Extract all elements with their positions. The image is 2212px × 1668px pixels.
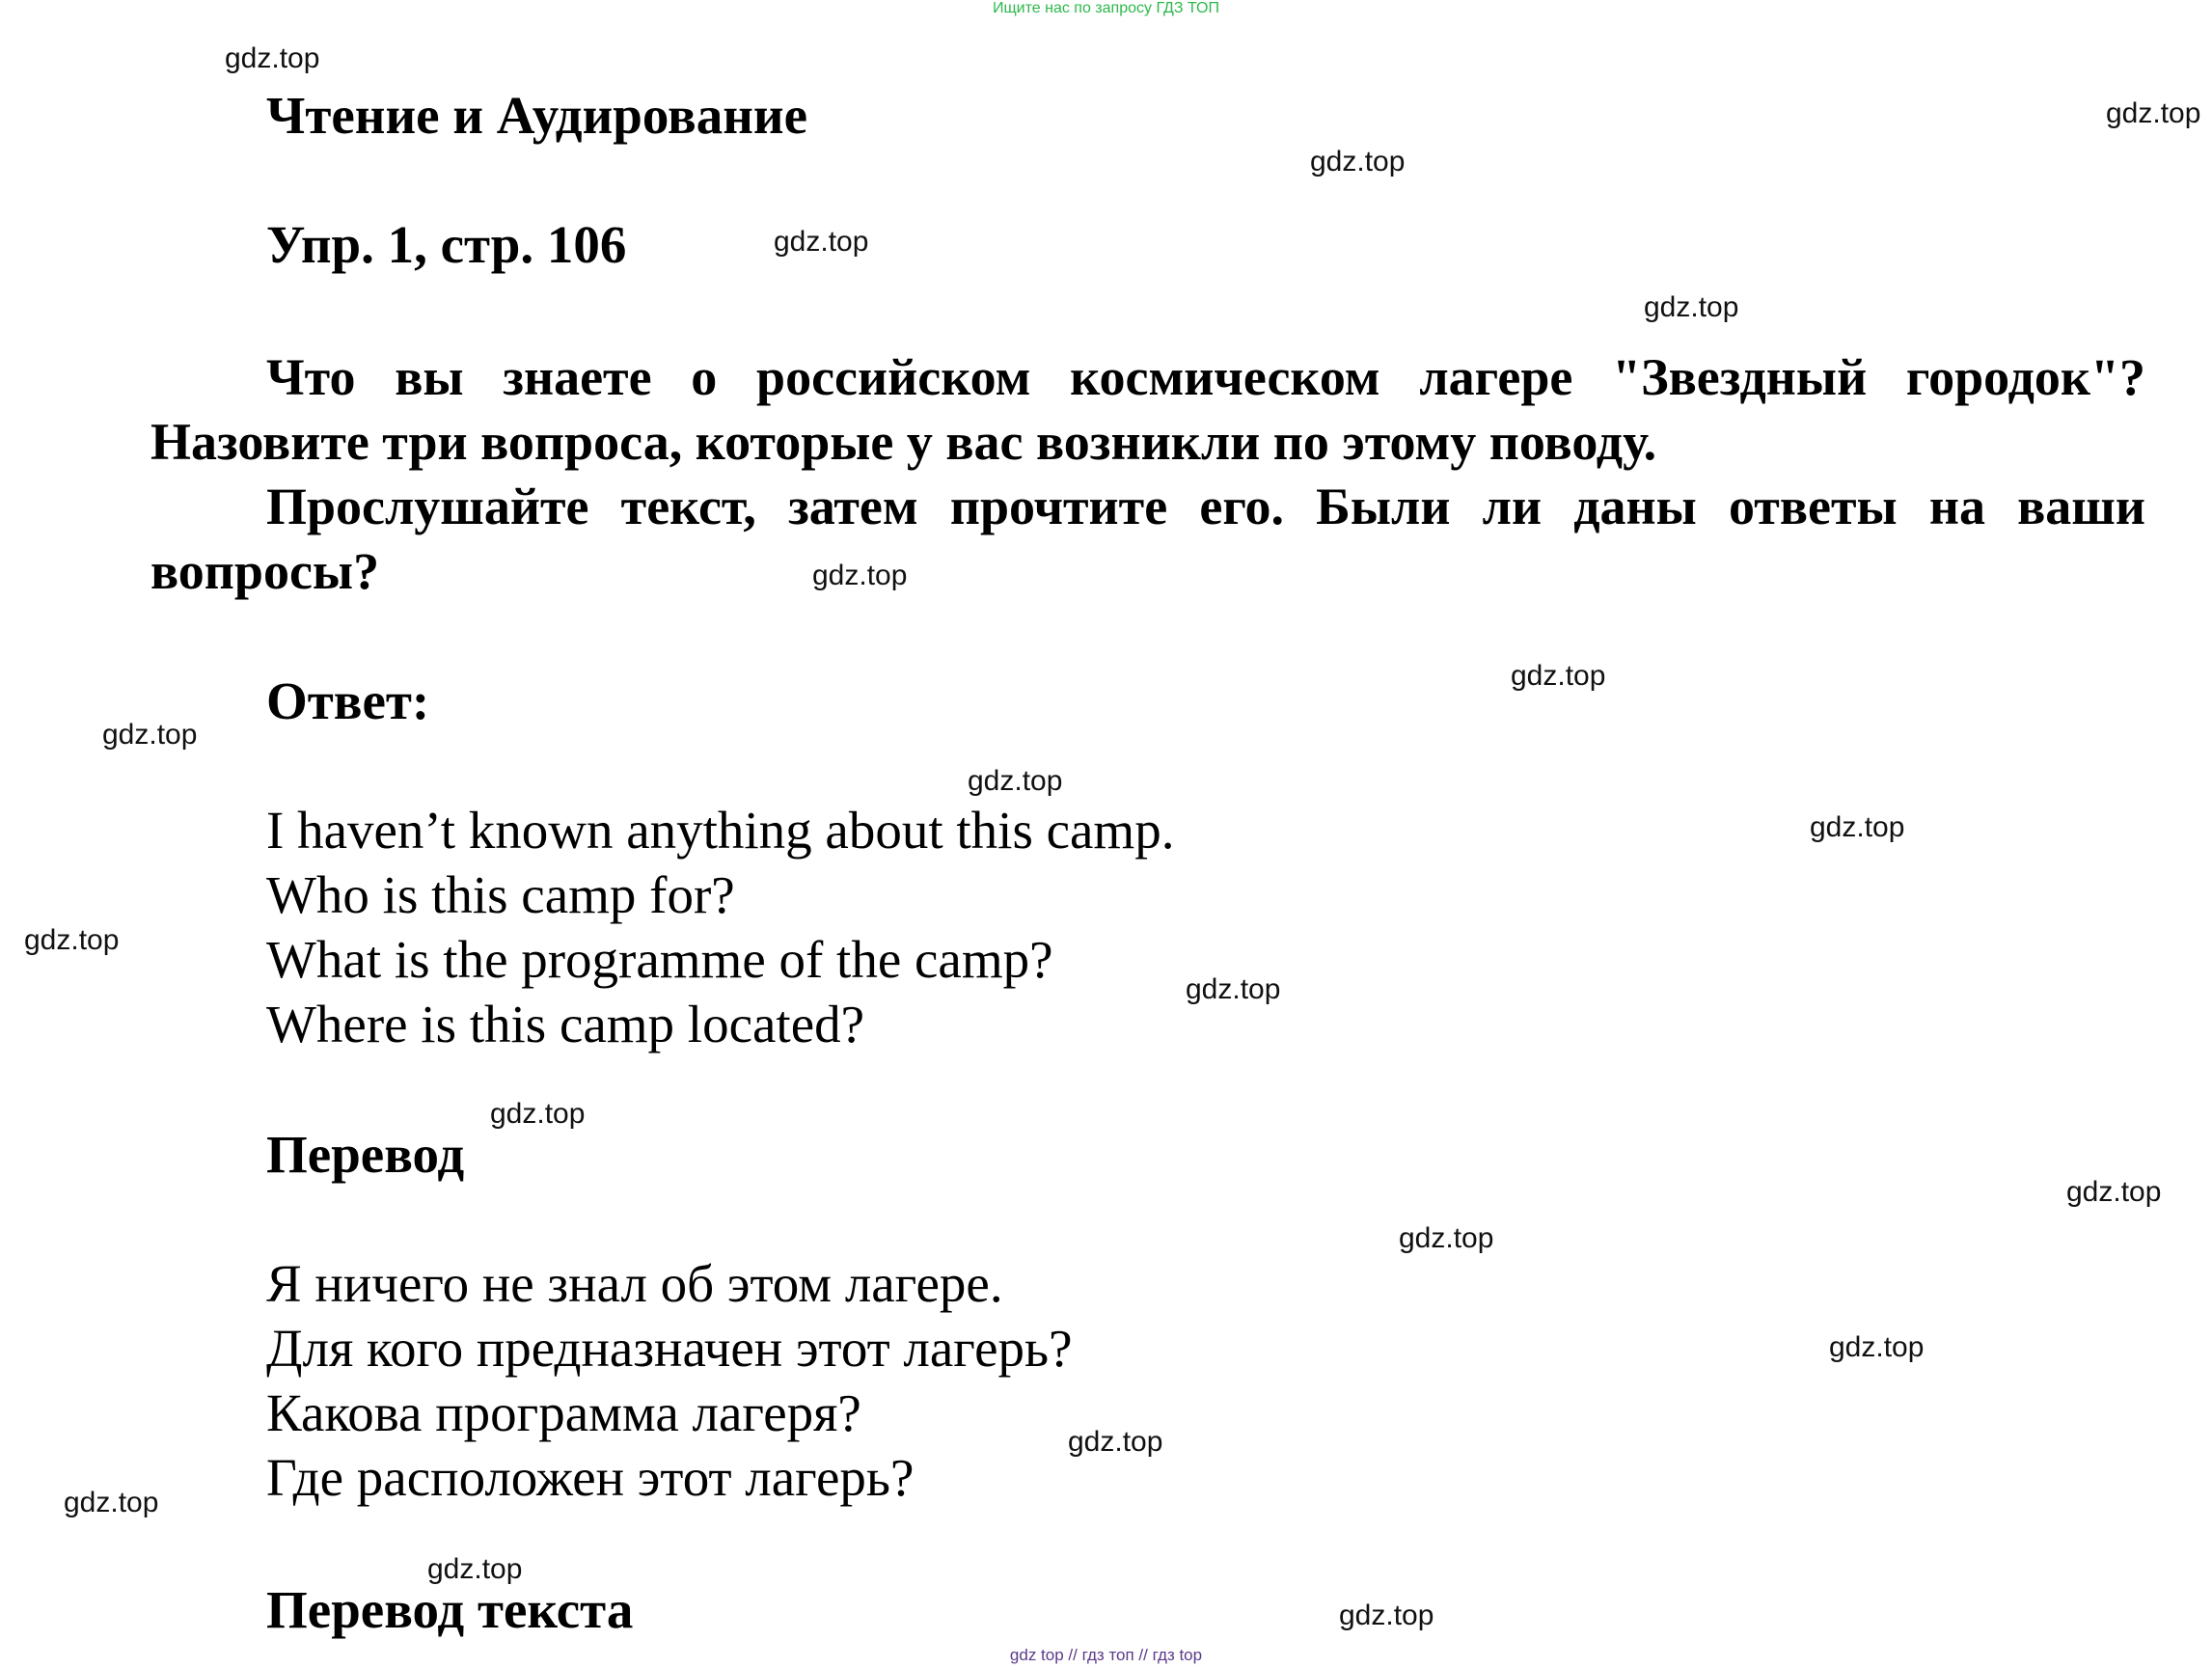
answer-line: What is the programme of the camp?	[266, 930, 1053, 989]
watermark: gdz.top	[1511, 660, 1606, 692]
answer-lines	[266, 798, 1174, 1056]
watermark: gdz.top	[1339, 1600, 1434, 1631]
watermark: gdz.top	[1068, 1426, 1163, 1458]
section-title: Чтение и Аудирование	[266, 86, 808, 145]
watermark: gdz.top	[1810, 811, 1905, 843]
translation-heading: Перевод	[266, 1125, 465, 1184]
watermark: gdz.top	[2066, 1176, 2162, 1208]
translation-line: Для кого предназначен этот лагерь?	[266, 1319, 1073, 1378]
top-banner: Ищите нас по запросу ГДЗ ТОП	[993, 0, 1219, 16]
text-translation-heading: Перевод текста	[266, 1580, 634, 1639]
answer-heading: Ответ:	[266, 671, 430, 730]
watermark: gdz.top	[490, 1098, 586, 1130]
watermark: gdz.top	[968, 765, 1063, 797]
task-paragraph: Что вы знаете о российском космическом лагере "Звездный городок"? Назовите три вопроса, которые у вас возникли по этому поводу.	[150, 348, 2145, 471]
answer-line: Where is this camp located?	[266, 995, 865, 1053]
watermark: gdz.top	[1310, 146, 1406, 178]
watermark: gdz.top	[1829, 1331, 1925, 1363]
task-text	[150, 345, 2145, 604]
translation-line: Какова программа лагеря?	[266, 1383, 861, 1442]
watermark: gdz.top	[1399, 1222, 1494, 1254]
watermark: gdz.top	[2106, 97, 2201, 129]
translation-line: Я ничего не знал об этом лагере.	[266, 1254, 1003, 1313]
exercise-reference: Упр. 1, стр. 106	[266, 215, 627, 274]
watermark: gdz.top	[427, 1553, 523, 1585]
answer-line: I haven’t known anything about this camp.	[266, 801, 1175, 860]
watermark: gdz.top	[64, 1487, 159, 1518]
translation-line: Где расположен этот лагерь?	[266, 1448, 915, 1507]
watermark: gdz.top	[1186, 973, 1281, 1005]
task-paragraph: Прослушайте текст, затем прочтите его. Были ли даны ответы на ваши вопросы?	[150, 478, 2145, 600]
watermark: gdz.top	[225, 42, 320, 74]
watermark: gdz.top	[774, 226, 869, 258]
watermark: gdz.top	[1644, 291, 1739, 323]
bottom-banner: gdz top // гдз топ // гдз top	[1009, 1646, 1203, 1664]
translation-lines	[266, 1251, 1073, 1510]
answer-line: Who is this camp for?	[266, 865, 735, 924]
watermark: gdz.top	[102, 719, 198, 751]
watermark: gdz.top	[812, 560, 908, 591]
watermark: gdz.top	[24, 924, 120, 956]
